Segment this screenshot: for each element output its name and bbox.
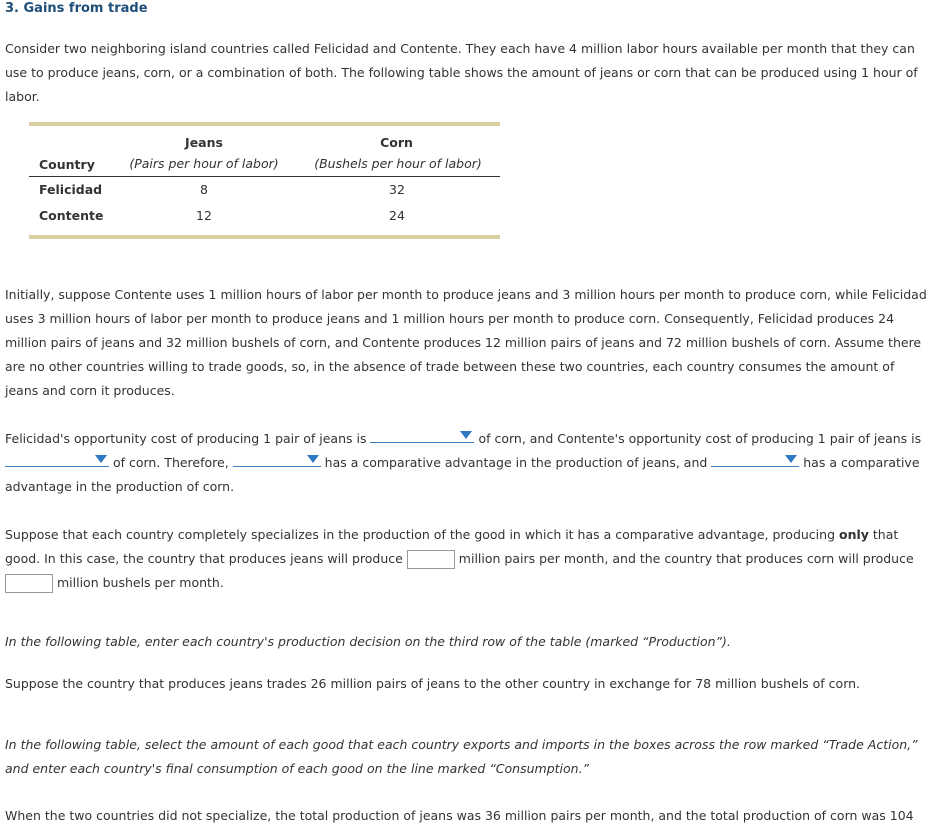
spec-text-3: million pairs per month, and the country that produces corn will produce (454, 551, 914, 566)
table-top-bar (29, 122, 500, 126)
header-jeans-unit: (Pairs per hour of labor) (129, 156, 279, 171)
instruction-trade-action: In the following table, select the amount of each good that each country exports and imports in the boxes across the row marked “Trade Action,” and enter each country's final consumption of each good on the line marked “Consumption.” (5, 737, 918, 776)
opp-text-2: of corn, and Contente's opportunity cost of producing 1 pair of jeans is (474, 431, 922, 446)
felicidad-opp-cost-dropdown[interactable] (370, 427, 474, 443)
row-contente-corn: 24 (389, 208, 405, 223)
spec-text-1: Suppose that each country completely specializes in the production of the good in which it has a comparative advantage, producing (5, 527, 839, 542)
row-felicidad-corn: 32 (389, 182, 405, 197)
jeans-advantage-dropdown[interactable] (233, 451, 321, 467)
row-contente-jeans: 12 (196, 208, 212, 223)
corn-production-input[interactable] (5, 574, 53, 593)
opp-text-4: has a comparative advantage in the production of jeans, and (320, 455, 712, 470)
header-corn: Corn (380, 135, 413, 150)
spec-text-4: million bushels per month. (53, 575, 224, 590)
instruction-production: In the following table, enter each country's production decision on the third row of the table (marked “Production”). (5, 634, 731, 649)
spec-bold-only: only (838, 527, 869, 542)
opportunity-cost-paragraph (5, 427, 930, 499)
specialization-paragraph (5, 523, 930, 595)
page-title: 3. Gains from trade (5, 1, 148, 16)
jeans-production-input[interactable] (407, 550, 455, 569)
production-table (29, 122, 500, 240)
row-felicidad-jeans: 8 (200, 182, 208, 197)
intro-paragraph: Consider two neighboring island countries called Felicidad and Contente. They each have 4 million labor hours available per month that they can use to produce jeans, corn, or a combination of both. The following table shows the amount of jeans or corn that can be produced using 1 hour of labor. (5, 41, 918, 104)
initial-paragraph: Initially, suppose Contente uses 1 million hours of labor per month to produce jeans and 3 million hours per month to produce corn, while Felicidad uses 3 million hours of labor per month to produce jeans and 1 million hours per month to produce corn. Consequently, Felicidad produces 24 million pairs of jeans and 32 million bushels of corn, and Contente produces 12 million pairs of jeans and 72 million bushels of corn. Assume there are no other countries willing to trade goods, so, in the absence of trade between these two countries, each country consumes the amount of jeans and corn it produces. (5, 287, 927, 398)
opp-text-5: has a comparative advantage in the production of corn. (5, 455, 920, 494)
chevron-down-icon (785, 455, 797, 463)
table-bottom-bar (29, 235, 500, 239)
chevron-down-icon (460, 431, 472, 439)
row-felicidad-country: Felicidad (39, 182, 103, 197)
corn-advantage-dropdown[interactable] (711, 451, 799, 467)
row-contente-country: Contente (39, 208, 104, 223)
opp-text-3: of corn. Therefore, (109, 455, 233, 470)
spec-text-2: that good. In this case, the country that produces jeans will produce (5, 527, 899, 566)
contente-opp-cost-dropdown[interactable] (5, 451, 109, 467)
header-country: Country (39, 157, 95, 172)
header-corn-unit: (Bushels per hour of labor) (314, 156, 482, 171)
chevron-down-icon (307, 455, 319, 463)
last-paragraph: When the two countries did not specialize, the total production of jeans was 36 million pairs per month, and the total production of corn was 104 (5, 808, 914, 823)
header-jeans: Jeans (185, 135, 223, 150)
opp-text-1: Felicidad's opportunity cost of producing 1 pair of jeans is (5, 431, 371, 446)
header-rule (29, 176, 500, 177)
chevron-down-icon (95, 455, 107, 463)
trade-paragraph: Suppose the country that produces jeans trades 26 million pairs of jeans to the other country in exchange for 78 million bushels of corn. (5, 676, 861, 691)
